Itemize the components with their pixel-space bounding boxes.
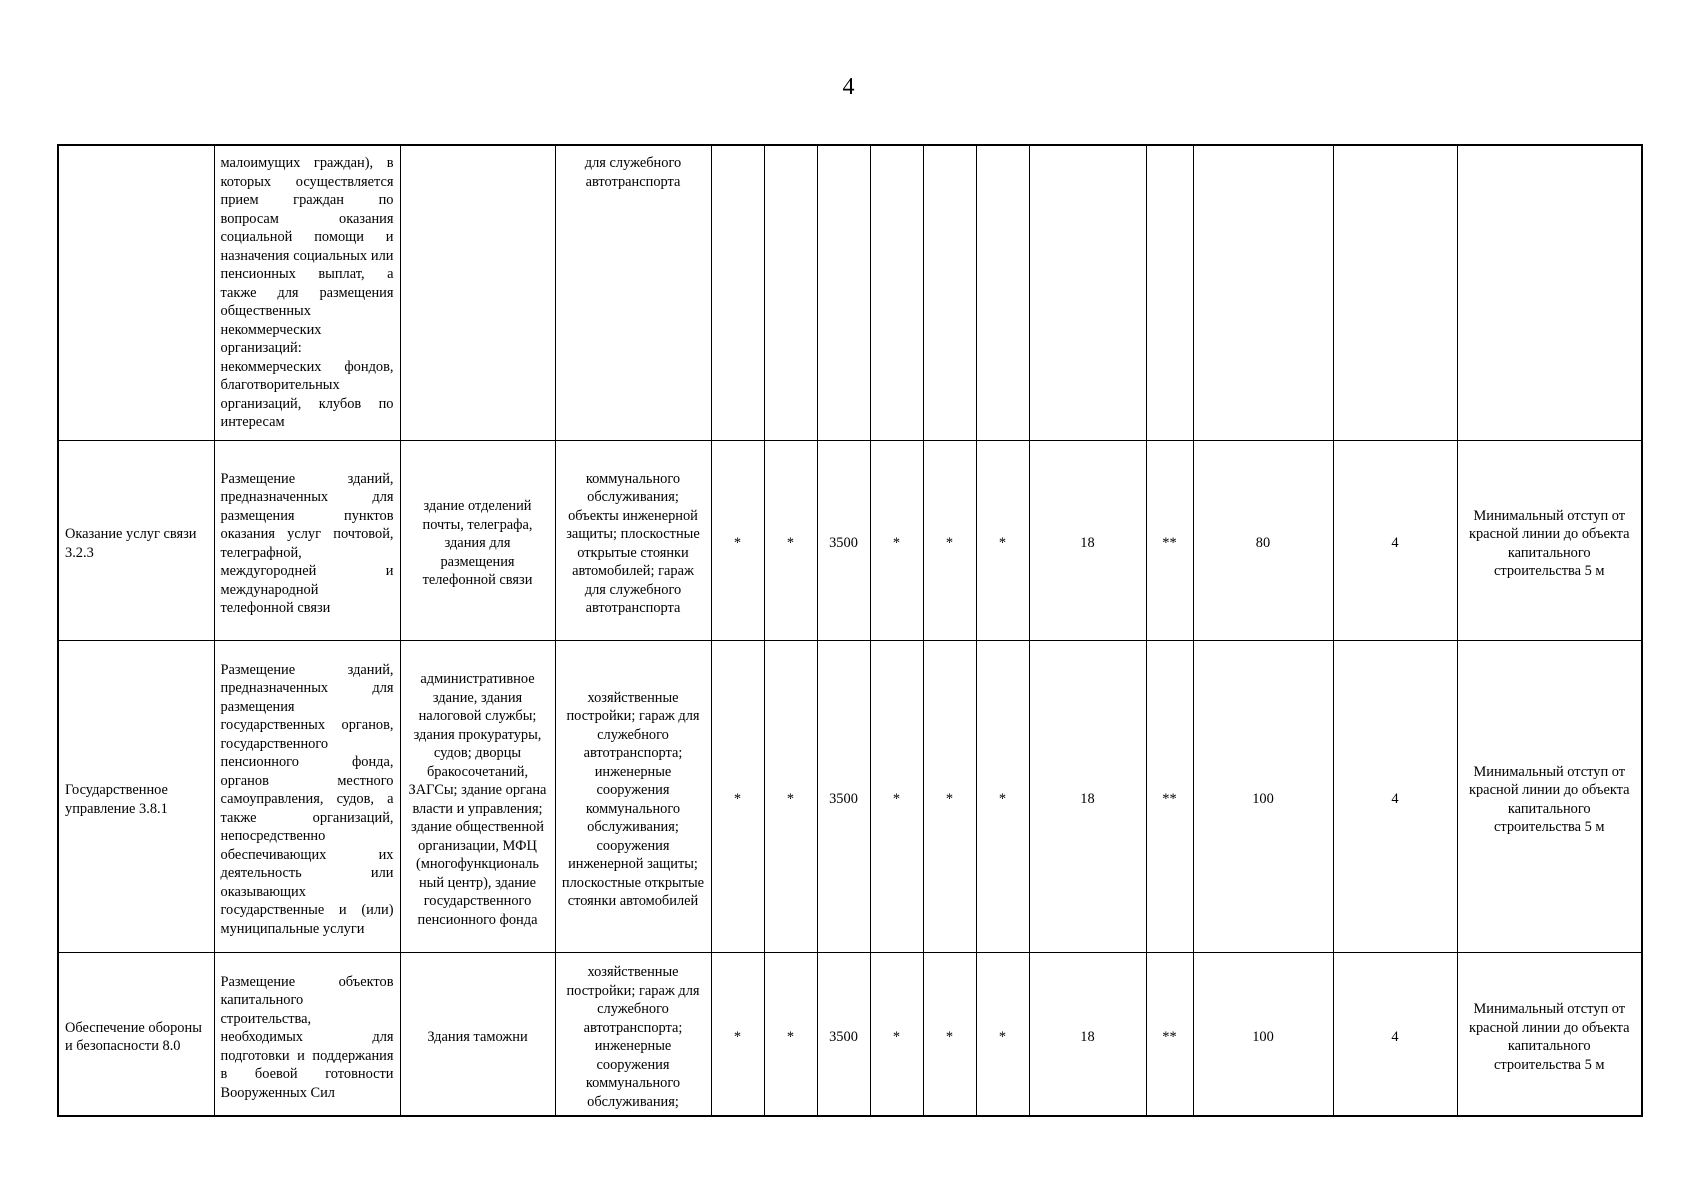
restrictions-cell [1457, 145, 1642, 440]
param-cell-8: ** [1146, 640, 1193, 952]
param-cell-6: * [976, 640, 1029, 952]
table-row [58, 145, 1642, 440]
param-cell-3 [817, 145, 870, 440]
table-row [58, 952, 1642, 1116]
auxiliary-objects-cell: хозяйственные постройки; гараж для служебного автотранспорта; инженерные сооружения коммунального обслуживания; [555, 952, 711, 1116]
param-cell-5: * [923, 440, 976, 640]
param-cell-6 [976, 145, 1029, 440]
use-description-cell: Размещение зданий, предназначенных для размещения государственных органов, государственного пенсионного фонда, органов местного самоуправления, судов, а также организаций, непосредственно обеспечивающих их деятельность или оказывающих государственные и (или) муниципальные услуги [214, 640, 400, 952]
param-cell-2: * [764, 640, 817, 952]
param-cell-2: * [764, 952, 817, 1116]
param-cell-5: * [923, 952, 976, 1116]
param-cell-4: * [870, 440, 923, 640]
auxiliary-objects-cell: хозяйственные постройки; гараж для служебного автотранспорта; инженерные сооружения коммунального обслуживания; сооружения инженерной защиты; плоскостные открытые стоянки автомобилей [555, 640, 711, 952]
use-name-cell: Государственное управление 3.8.1 [58, 640, 214, 952]
param-cell-7: 18 [1029, 952, 1146, 1116]
restrictions-cell: Минимальный отступ от красной линии до объекта капитального строительства 5 м [1457, 952, 1642, 1116]
param-cell-8 [1146, 145, 1193, 440]
param-cell-4: * [870, 640, 923, 952]
main-objects-cell [400, 145, 555, 440]
param-cell-4: * [870, 952, 923, 1116]
param-cell-2 [764, 145, 817, 440]
main-objects-cell: Здания таможни [400, 952, 555, 1116]
param-cell-9: 100 [1193, 952, 1333, 1116]
param-cell-7: 18 [1029, 640, 1146, 952]
param-cell-2: * [764, 440, 817, 640]
main-objects-cell: административное здание, здания налоговой службы; здания прокуратуры, судов; дворцы бракосочетаний, ЗАГСы; здание органа власти и управления; здание общественной организации, МФЦ (многофункциональ ный центр), здание государственного пенсионного фонда [400, 640, 555, 952]
use-name-cell: Обеспечение обороны и безопасности 8.0 [58, 952, 214, 1116]
restrictions-cell: Минимальный отступ от красной линии до объекта капитального строительства 5 м [1457, 640, 1642, 952]
param-cell-10: 4 [1333, 640, 1457, 952]
use-description-cell: Размещение объектов капитального строительства, необходимых для подготовки и поддержания в боевой готовности Вооруженных Сил [214, 952, 400, 1116]
param-cell-4 [870, 145, 923, 440]
restrictions-cell: Минимальный отступ от красной линии до объекта капитального строительства 5 м [1457, 440, 1642, 640]
param-cell-7: 18 [1029, 440, 1146, 640]
main-objects-cell: здание отделений почты, телеграфа, здания для размещения телефонной связи [400, 440, 555, 640]
param-cell-6: * [976, 952, 1029, 1116]
use-name-cell [58, 145, 214, 440]
use-description-cell: малоимущих граждан), в которых осуществляется прием граждан по вопросам оказания социальной помощи и назначения социальных или пенсионных выплат, а также для размещения общественных некоммерческих организаций: некоммерческих фондов, благотворительных организаций, клубов по интересам [214, 145, 400, 440]
param-cell-10: 4 [1333, 952, 1457, 1116]
param-cell-1: * [711, 640, 764, 952]
param-cell-6: * [976, 440, 1029, 640]
param-cell-5 [923, 145, 976, 440]
param-cell-3: 3500 [817, 640, 870, 952]
table-row [58, 440, 1642, 640]
param-cell-7 [1029, 145, 1146, 440]
param-cell-8: ** [1146, 952, 1193, 1116]
param-cell-3: 3500 [817, 952, 870, 1116]
zoning-regulations-table [57, 144, 1643, 1117]
param-cell-3: 3500 [817, 440, 870, 640]
param-cell-10 [1333, 145, 1457, 440]
auxiliary-objects-cell: для служебного автотранспорта [555, 145, 711, 440]
param-cell-5: * [923, 640, 976, 952]
param-cell-1 [711, 145, 764, 440]
param-cell-8: ** [1146, 440, 1193, 640]
param-cell-1: * [711, 952, 764, 1116]
page-number: 4 [842, 74, 855, 100]
param-cell-9: 80 [1193, 440, 1333, 640]
param-cell-10: 4 [1333, 440, 1457, 640]
use-description-cell: Размещение зданий, предназначенных для размещения пунктов оказания услуг почтовой, телеграфной, междугородней и международной телефонной связи [214, 440, 400, 640]
use-name-cell: Оказание услуг связи 3.2.3 [58, 440, 214, 640]
table-row [58, 640, 1642, 952]
param-cell-9: 100 [1193, 640, 1333, 952]
param-cell-9 [1193, 145, 1333, 440]
param-cell-1: * [711, 440, 764, 640]
auxiliary-objects-cell: коммунального обслуживания; объекты инженерной защиты; плоскостные открытые стоянки автомобилей; гараж для служебного автотранспорта [555, 440, 711, 640]
